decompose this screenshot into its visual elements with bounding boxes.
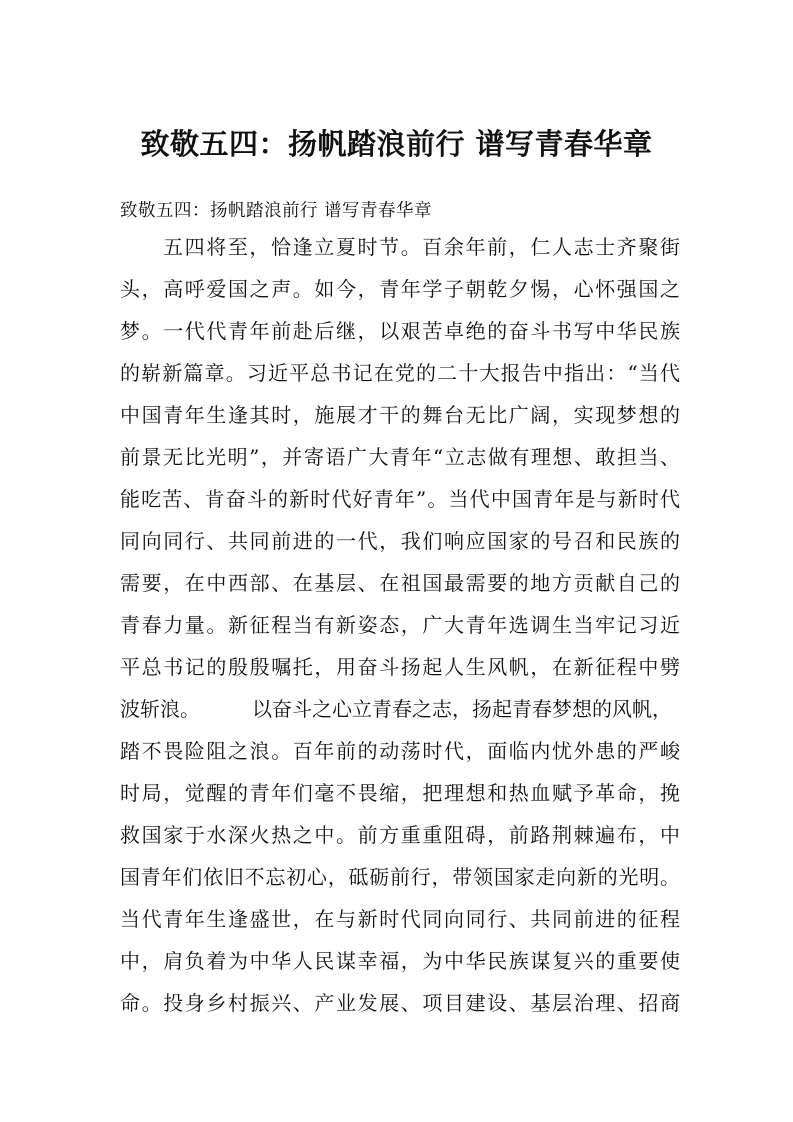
paragraph-line: 青春力量。新征程当有新姿态，广大青年选调生当牢记习近 xyxy=(120,613,680,637)
paragraph-line xyxy=(120,688,680,730)
page-subtitle: 致敬五四：扬帆踏浪前行 谱写青春华章 xyxy=(120,201,433,221)
paragraph-line-head: 波斩浪。 xyxy=(120,697,200,721)
paragraph-line: 梦。一代代青年前赴后继，以艰苦卓绝的奋斗书写中华民族 xyxy=(120,319,680,343)
paragraph-line: 时局，觉醒的青年们毫不畏缩，把理想和热血赋予革命，挽 xyxy=(120,781,680,805)
paragraph-line-tail: 以奋斗之心立青春之志，扬起青春梦想的风帆， xyxy=(252,697,672,721)
paragraph-line: 同向同行、共同前进的一代，我们响应国家的号召和民族的 xyxy=(120,529,680,553)
paragraph-line: 前景无比光明”，并寄语广大青年“立志做有理想、敢担当、 xyxy=(120,445,680,469)
paragraph-line: 救国家于水深火热之中。前方重重阻碍，前路荆棘遍布，中 xyxy=(120,823,680,847)
page-title: 致敬五四：扬帆踏浪前行 谱写青春华章 xyxy=(140,127,653,161)
paragraph-line: 命。投身乡村振兴、产业发展、项目建设、基层治理、招商 xyxy=(120,991,680,1015)
paragraph-line: 需要，在中西部、在基层、在祖国最需要的地方贡献自己的 xyxy=(120,571,680,595)
paragraph-line: 国青年们依旧不忘初心，砥砺前行，带领国家走向新的光明。 xyxy=(120,865,680,889)
paragraph-line: 能吃苦、肯奋斗的新时代好青年”。当代中国青年是与新时代 xyxy=(120,487,680,511)
paragraph-line: 的崭新篇章。习近平总书记在党的二十大报告中指出：“当代 xyxy=(120,361,680,385)
paragraph-line: 中国青年生逢其时，施展才干的舞台无比广阔，实现梦想的 xyxy=(120,403,680,427)
paragraph-line: 中，肩负着为中华人民谋幸福，为中华民族谋复兴的重要使 xyxy=(120,949,680,973)
paragraph-line: 五四将至，恰逢立夏时节。百余年前，仁人志士齐聚街 xyxy=(163,235,680,259)
paragraph-line: 踏不畏险阻之浪。百年前的动荡时代，面临内忧外患的严峻 xyxy=(120,739,680,763)
paragraph-line: 当代青年生逢盛世，在与新时代同向同行、共同前进的征程 xyxy=(120,907,680,931)
paragraph-line: 平总书记的殷殷嘱托，用奋斗扬起人生风帆，在新征程中劈 xyxy=(120,655,680,679)
paragraph-line: 头，高呼爱国之声。如今，青年学子朝乾夕惕，心怀强国之 xyxy=(120,277,680,301)
